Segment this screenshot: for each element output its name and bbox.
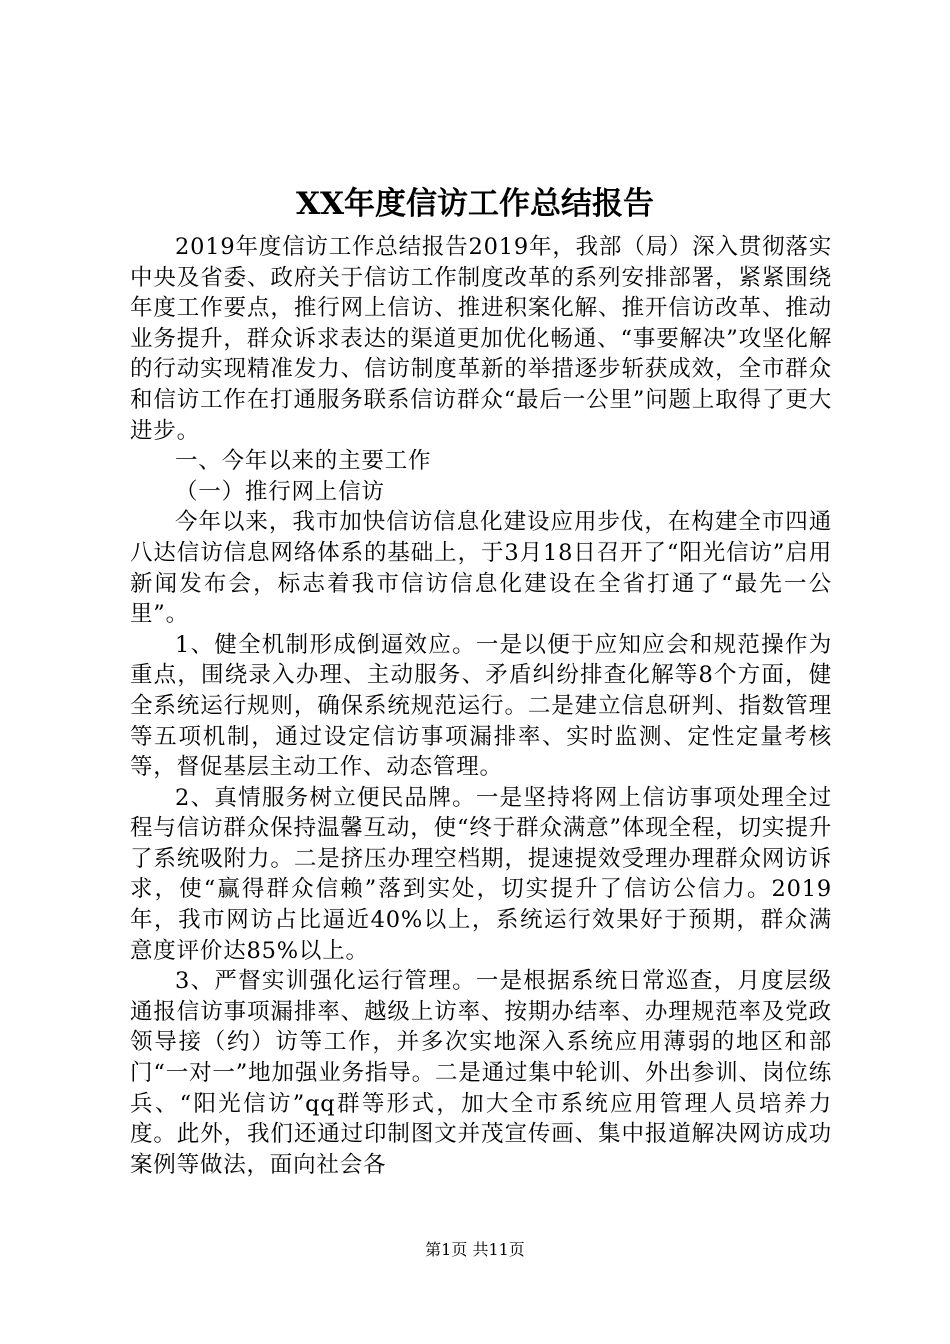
document-body [130, 232, 832, 1180]
paragraph-intro: 2019年度信访工作总结报告2019年，我部（局）深入贯彻落实中央及省委、政府关于信访工作制度改革的系列安排部署，紧紧围绕年度工作要点，推行网上信访、推进积案化解、推开信访改革、推动业务提升，群众诉求表达的渠道更加优化畅通、“事要解决”攻坚化解的行动实现精准发力、信访制度革新的举措逐步斩获成效，全市群众和信访工作在打通服务联系信访群众“最后一公里”问题上取得了更大进步。 [130, 234, 832, 444]
paragraph-online-petition: 今年以来，我市加快信访信息化建设应用步伐，在构建全市四通八达信访信息网络体系的基础上，于3月18日召开了“阳光信访”启用新闻发布会，标志着我市信访信息化建设在全省打通了“最先一公里”。 [130, 509, 832, 628]
subsection-heading-online-petition: （一）推行网上信访 [175, 478, 385, 505]
paragraph-item-3: 3、严督实训强化运行管理。一是根据系统日常巡查，月度层级通报信访事项漏排率、越级上访率、按期办结率、办理规范率及党政领导接（约）访等工作，并多次实地深入系统应用薄弱的地区和部门“一对一”地加强业务指导。二是通过集中轮训、外出参训、岗位练兵、“阳光信访”qq群等形式，加大全市系统应用管理人员培养力度。此外，我们还通过印制图文并茂宣传画、集中报道解决网访成功案例等做法，面向社会各 [130, 968, 832, 1178]
paragraph-item-2: 2、真情服务树立便民品牌。一是坚持将网上信访事项处理全过程与信访群众保持温馨互动，使“终于群众满意”体现全程，切实提升了系统吸附力。二是挤压办理空档期，提速提效受理办理群众网访诉求，使“赢得群众信赖”落到实处，切实提升了信访公信力。2019年，我市网访占比逼近40%以上，系统运行效果好于预期，群众满意度评价达85%以上。 [130, 784, 832, 964]
paragraph-item-1: 1、健全机制形成倒逼效应。一是以便于应知应会和规范操作为重点，围绕录入办理、主动服务、矛盾纠纷排查化解等8个方面，健全系统运行规则，确保系统规范运行。二是建立信息研判、指数管理等五项机制，通过设定信访事项漏排率、实时监测、定性定量考核等，督促基层主动工作、动态管理。 [130, 631, 832, 781]
page-footer: 第1页 共11页 [425, 1240, 525, 1259]
section-heading-main-work: 一、今年以来的主要工作 [175, 448, 432, 475]
document-title: XX年度信访工作总结报告 [295, 186, 655, 222]
